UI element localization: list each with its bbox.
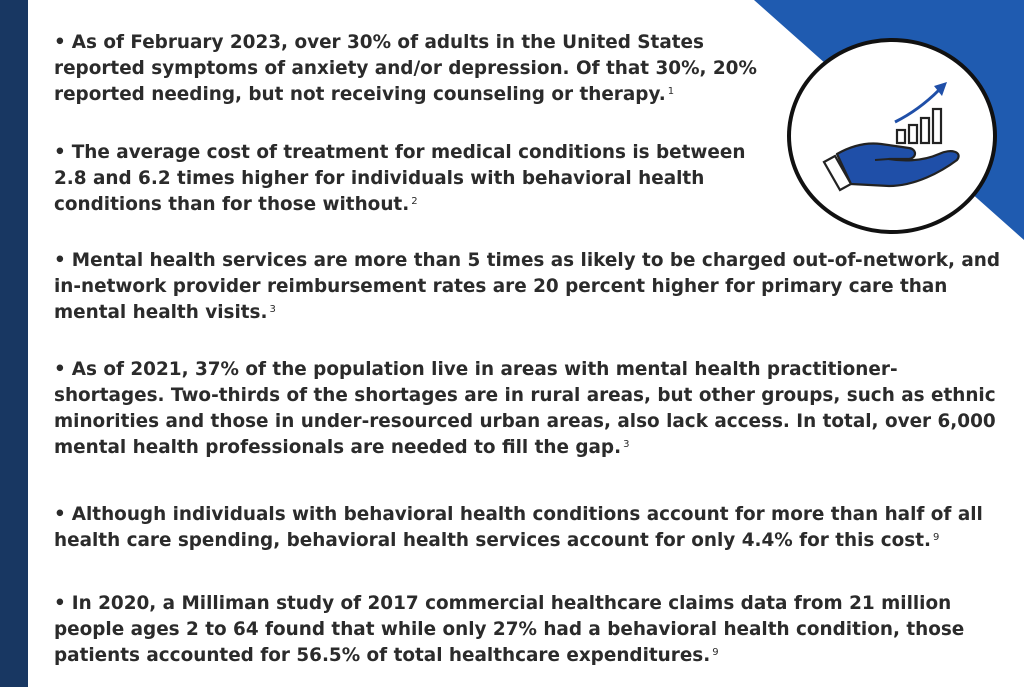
bullet-text: Although individuals with behavioral health conditions account for more than half of all health care spending, behavioral health services account for only 4.4% for this cost.	[54, 504, 983, 551]
footnote-ref: 3	[623, 439, 630, 450]
bullet-dot: •	[54, 504, 66, 525]
hand-with-growth-chart-icon	[791, 42, 993, 230]
bullet-text: Mental health services are more than 5 times as likely to be charged out-of-network, and in-network provider reimbursement rates are 20 percent higher for primary care than mental health visits.	[54, 250, 1001, 323]
left-accent-bar	[0, 0, 28, 687]
bullet-text: As of February 2023, over 30% of adults in the United States reported symptoms of anxiety and/or depression. Of that 30%, 20% reported needing, but not receiving counseling or therapy.	[54, 32, 757, 105]
bullet-text: As of 2021, 37% of the population live in areas with mental health practitioner-shortages. Two-thirds of the shortages are in rural areas, but other groups, such as ethnic minorities and those in under-resourced urban areas, also lack access. In total, over 6,000 mental health professionals are needed to fill the gap.	[54, 359, 996, 458]
footnote-ref: 2	[411, 196, 418, 207]
bullet-item	[54, 502, 1004, 554]
bullet-item	[54, 357, 1004, 461]
footnote-ref: 1	[667, 86, 675, 97]
bullet-text: The average cost of treatment for medical conditions is between 2.8 and 6.2 times higher for individuals with behavioral health conditions than for those without.	[54, 142, 746, 215]
bullet-item	[54, 248, 1004, 326]
footnote-ref: 9	[933, 532, 940, 543]
bullet-dot: •	[54, 250, 66, 271]
footnote-ref: 3	[269, 304, 276, 315]
footnote-ref: 9	[712, 647, 719, 658]
bullet-item	[54, 30, 784, 108]
bullet-dot: •	[54, 32, 66, 53]
bullet-item	[54, 140, 784, 218]
bullet-item	[54, 591, 1004, 669]
bullet-dot: •	[54, 142, 66, 163]
bullet-dot: •	[54, 593, 66, 614]
icon-badge	[787, 38, 997, 234]
bullet-text: In 2020, a Milliman study of 2017 commercial healthcare claims data from 21 million people ages 2 to 64 found that while only 27% had a behavioral health condition, those patients accounted for 56.5% of total healthcare expenditures.	[54, 593, 965, 666]
bullet-dot: •	[54, 359, 66, 380]
